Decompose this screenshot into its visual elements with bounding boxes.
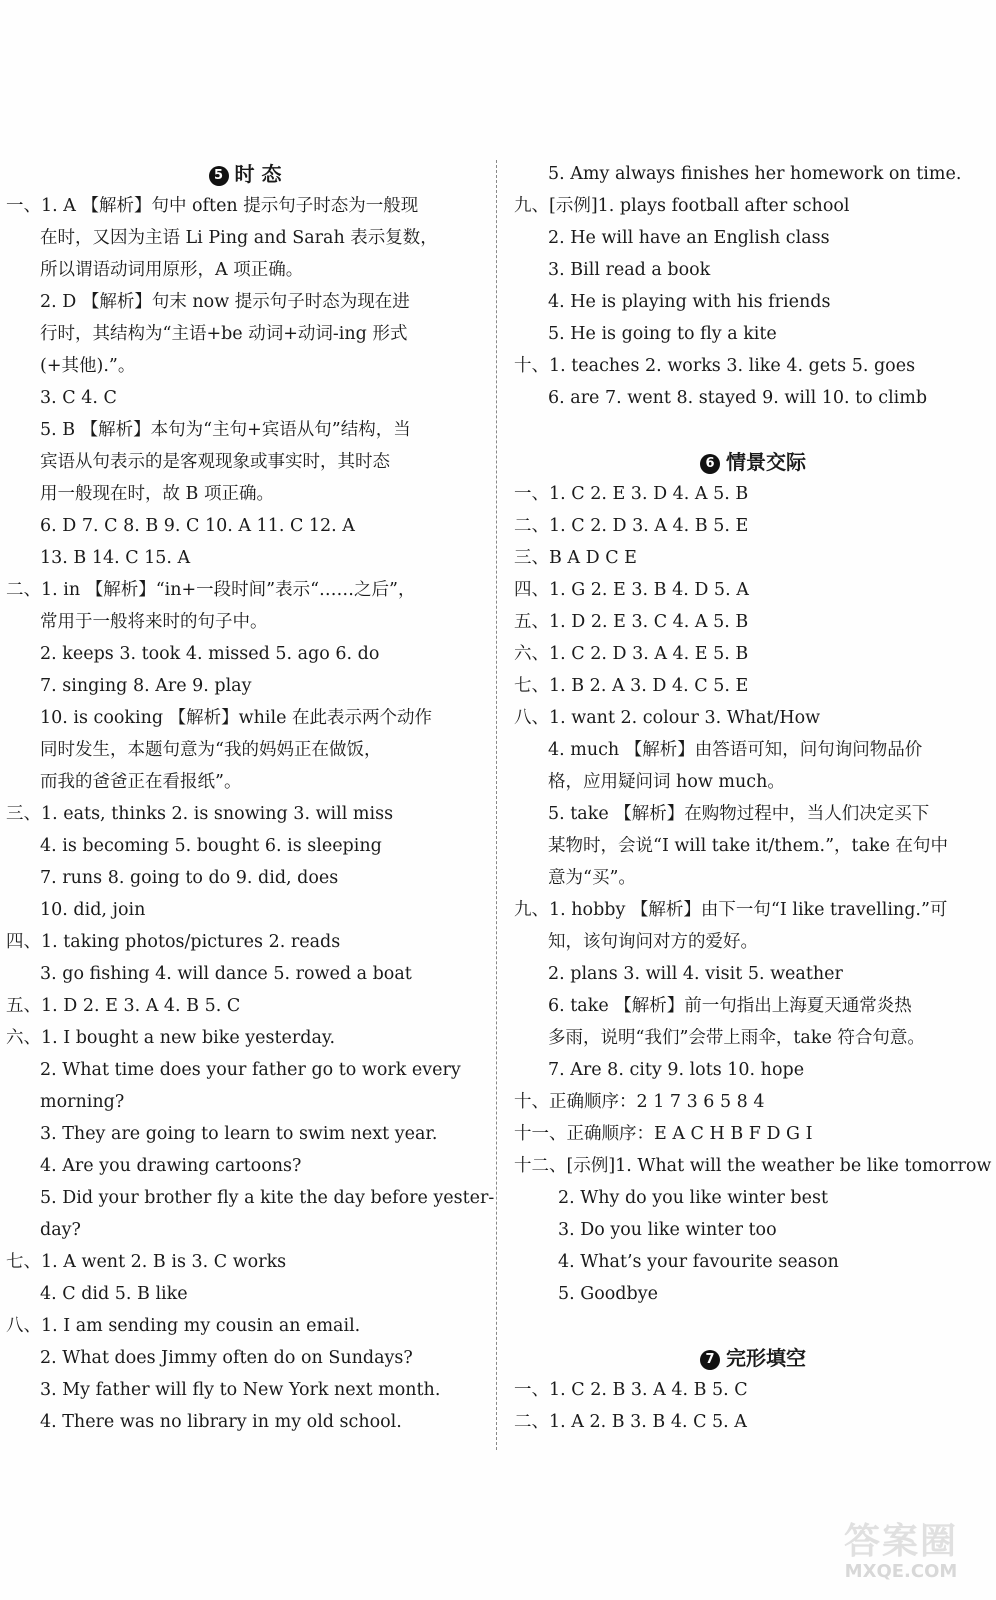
answer-line: 5. B 【解析】本句为“主句+宾语从句”结构，当 xyxy=(40,420,411,440)
answer-line: 3. go fishing 4. will dance 5. rowed a boat xyxy=(40,964,412,984)
answer-line: 二、1. A 2. B 3. B 4. C 5. A xyxy=(514,1412,747,1432)
answer-line: morning? xyxy=(40,1092,125,1112)
spacer xyxy=(514,1310,992,1342)
answer-line: 二、1. in 【解析】“in+一段时间”表示“……之后”， xyxy=(6,580,416,600)
answer-line: 七、1. B 2. A 3. D 4. C 5. E xyxy=(514,676,749,696)
section-title-text: 情景交际 xyxy=(726,450,806,474)
answer-line: 四、1. taking photos/pictures 2. reads xyxy=(6,932,341,952)
answer-line: 一、1. A 【解析】句中 often 提示句子时态为一般现 xyxy=(6,196,419,216)
answer-line: 2. What time does your father go to work every xyxy=(40,1060,461,1080)
left-answer-lines xyxy=(6,190,495,1438)
answer-line: 3. Bill read a book xyxy=(548,260,711,280)
answer-line: 10. did, join xyxy=(40,900,146,920)
answer-line: 用一般现在时，故 B 项正确。 xyxy=(40,484,274,504)
answer-line: 格，应用疑问词 how much。 xyxy=(548,772,785,792)
section-number-badge: 6 xyxy=(700,454,720,474)
answer-line: 4. C did 5. B like xyxy=(40,1284,188,1304)
answer-line: 4. Are you drawing cartoons? xyxy=(40,1156,302,1176)
watermark-logo xyxy=(826,1522,976,1582)
answer-line: 5. take 【解析】在购物过程中，当人们决定买下 xyxy=(548,804,930,824)
answer-line: 6. D 7. C 8. B 9. C 10. A 11. C 12. A xyxy=(40,516,355,536)
answer-line: 4. much 【解析】由答语可知，问句询问物品价 xyxy=(548,740,923,760)
section-title-cloze xyxy=(514,1342,992,1374)
spacer xyxy=(514,414,992,446)
answer-line: 同时发生，本题句意为“我的妈妈正在做饭， xyxy=(40,740,382,760)
answer-line: 八、1. I am sending my cousin an email. xyxy=(6,1316,361,1336)
answer-line: 十、正确顺序：2 1 7 3 6 5 8 4 xyxy=(514,1092,765,1112)
answer-line: 二、1. C 2. D 3. A 4. B 5. E xyxy=(514,516,749,536)
answer-line: 3. Do you like winter too xyxy=(558,1220,777,1240)
answer-line: 意为“买”。 xyxy=(548,868,636,888)
answer-line: 行时，其结构为“主语+be 动词+动词-ing 形式 xyxy=(40,324,408,344)
answer-line: 十、1. teaches 2. works 3. like 4. gets 5. goes xyxy=(514,356,916,376)
left-column xyxy=(6,158,495,1438)
answer-line: 某物时，会说“I will take it/them.”，take 在句中 xyxy=(548,836,949,856)
answer-line: 5. He is going to fly a kite xyxy=(548,324,777,344)
answer-line: 2. What does Jimmy often do on Sundays? xyxy=(40,1348,413,1368)
section-title-text: 时 态 xyxy=(234,162,282,186)
answer-line: 在时，又因为主语 Li Ping and Sarah 表示复数， xyxy=(40,228,438,248)
answer-line: day? xyxy=(40,1220,81,1240)
answer-line: 4. is becoming 5. bought 6. is sleeping xyxy=(40,836,382,856)
answer-line: 三、B A D C E xyxy=(514,548,637,568)
answer-line: 六、1. I bought a new bike yesterday. xyxy=(6,1028,336,1048)
answer-line: 5. Amy always finishes her homework on time. xyxy=(548,164,962,184)
right-answer-lines-2 xyxy=(514,478,992,1310)
section-title-tense xyxy=(6,158,484,190)
answer-line: (+其他).”。 xyxy=(40,356,136,376)
answer-line: 4. There was no library in my old school. xyxy=(40,1412,402,1432)
answer-line: 八、1. want 2. colour 3. What/How xyxy=(514,708,821,728)
watermark-url: MXQE.COM xyxy=(844,1561,958,1582)
answer-line: 而我的爸爸正在看报纸”。 xyxy=(40,772,242,792)
answer-line: 知，该句询问对方的爱好。 xyxy=(548,932,758,952)
right-column xyxy=(514,158,992,1438)
answer-line: 九、1. hobby 【解析】由下一句“I like travelling.”可 xyxy=(514,900,948,920)
answer-line: 4. What’s your favourite season xyxy=(558,1252,839,1272)
answer-line: 四、1. G 2. E 3. B 4. D 5. A xyxy=(514,580,749,600)
answer-line: 七、1. A went 2. B is 3. C works xyxy=(6,1252,287,1272)
answer-line: 一、1. C 2. B 3. A 4. B 5. C xyxy=(514,1380,748,1400)
section-title-text: 完形填空 xyxy=(726,1346,806,1370)
answer-line: 常用于一般将来时的句子中。 xyxy=(40,612,268,632)
answer-line: 5. Did your brother fly a kite the day before yester- xyxy=(40,1188,495,1208)
answer-line: 6. take 【解析】前一句指出上海夏天通常炎热 xyxy=(548,996,912,1016)
section-number-badge: 7 xyxy=(700,1350,720,1370)
answer-line: 六、1. C 2. D 3. A 4. E 5. B xyxy=(514,644,749,664)
right-answer-lines-1 xyxy=(514,158,992,414)
answer-line: 10. is cooking 【解析】while 在此表示两个动作 xyxy=(40,708,433,728)
answer-line: 所以谓语动词用原形，A 项正确。 xyxy=(40,260,304,280)
answer-line: 13. B 14. C 15. A xyxy=(40,548,191,568)
answer-line: 2. plans 3. will 4. visit 5. weather xyxy=(548,964,843,984)
answer-line: 7. singing 8. Are 9. play xyxy=(40,676,252,696)
answer-line: 十一、正确顺序：E A C H B F D G I xyxy=(514,1124,813,1144)
answer-line: 十二、[示例]1. What will the weather be like tomorrow xyxy=(514,1156,992,1176)
answer-line: 五、1. D 2. E 3. C 4. A 5. B xyxy=(514,612,749,632)
answer-line: 7. Are 8. city 9. lots 10. hope xyxy=(548,1060,805,1080)
answer-line: 2. D 【解析】句末 now 提示句子时态为现在进 xyxy=(40,292,410,312)
watermark-text: 答案圈 xyxy=(843,1521,958,1562)
answer-line: 2. Why do you like winter best xyxy=(558,1188,828,1208)
answer-line: 九、[示例]1. plays football after school xyxy=(514,196,850,216)
answer-line: 2. He will have an English class xyxy=(548,228,830,248)
answer-line: 宾语从句表示的是客观现象或事实时，其时态 xyxy=(40,452,390,472)
section-title-dialogue xyxy=(514,446,992,478)
section-number-badge: 5 xyxy=(209,166,229,186)
column-divider xyxy=(496,160,497,1450)
answer-line: 3. C 4. C xyxy=(40,388,117,408)
right-answer-lines-3 xyxy=(514,1374,992,1438)
answer-line: 一、1. C 2. E 3. D 4. A 5. B xyxy=(514,484,749,504)
answer-line: 五、1. D 2. E 3. A 4. B 5. C xyxy=(6,996,241,1016)
answer-line: 3. My father will fly to New York next month. xyxy=(40,1380,441,1400)
answer-line: 5. Goodbye xyxy=(558,1284,658,1304)
answer-line: 2. keeps 3. took 4. missed 5. ago 6. do xyxy=(40,644,380,664)
answer-line: 三、1. eats, thinks 2. is snowing 3. will miss xyxy=(6,804,394,824)
answer-line: 6. are 7. went 8. stayed 9. will 10. to climb xyxy=(548,388,928,408)
answer-line: 4. He is playing with his friends xyxy=(548,292,831,312)
answer-line: 7. runs 8. going to do 9. did, does xyxy=(40,868,339,888)
answer-line: 多雨，说明“我们”会带上雨伞，take 符合句意。 xyxy=(548,1028,925,1048)
answer-line: 3. They are going to learn to swim next year. xyxy=(40,1124,438,1144)
